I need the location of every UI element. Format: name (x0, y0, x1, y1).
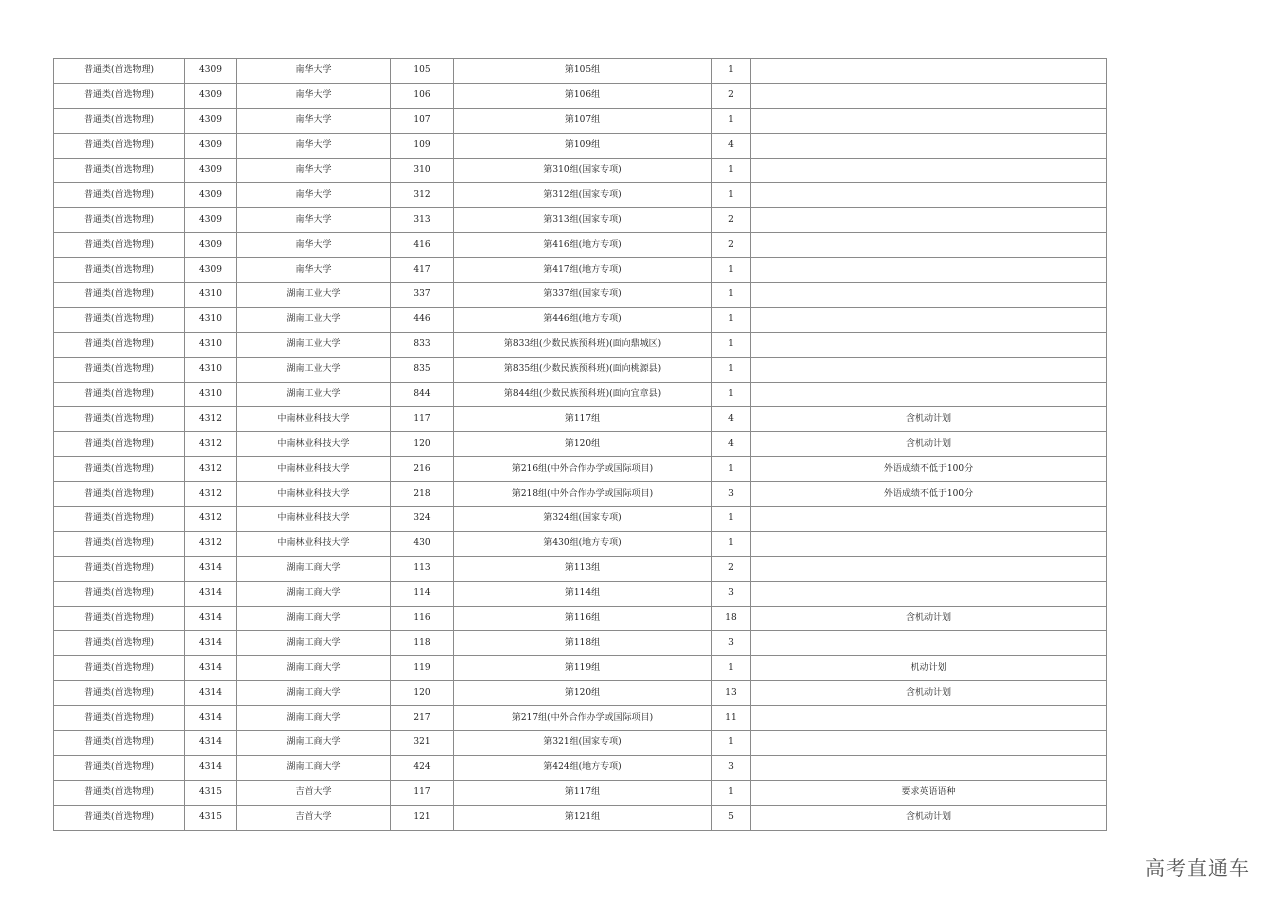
plan-count-cell: 1 (712, 307, 751, 332)
table-row (54, 681, 1107, 706)
table-row (54, 656, 1107, 681)
group-code-cell: 337 (391, 283, 454, 308)
remark-cell (751, 332, 1107, 357)
category-cell: 普通类(首选物理) (54, 706, 185, 731)
group-code-cell: 106 (391, 83, 454, 108)
remark-cell: 含机动计划 (751, 681, 1107, 706)
table-body (54, 59, 1107, 831)
plan-count-cell: 1 (712, 731, 751, 756)
group-name-cell: 第417组(地方专项) (454, 258, 712, 283)
category-cell: 普通类(首选物理) (54, 606, 185, 631)
table-row (54, 755, 1107, 780)
plan-count-cell: 1 (712, 158, 751, 183)
group-name-cell: 第106组 (454, 83, 712, 108)
plan-count-cell: 5 (712, 805, 751, 830)
group-code-cell: 218 (391, 482, 454, 507)
group-name-cell: 第430组(地方专项) (454, 531, 712, 556)
category-cell: 普通类(首选物理) (54, 382, 185, 407)
school-name-cell: 南华大学 (237, 83, 391, 108)
remark-cell (751, 531, 1107, 556)
category-cell: 普通类(首选物理) (54, 507, 185, 532)
plan-count-cell: 3 (712, 755, 751, 780)
group-name-cell: 第446组(地方专项) (454, 307, 712, 332)
group-name-cell: 第109组 (454, 133, 712, 158)
remark-cell (751, 108, 1107, 133)
group-name-cell: 第416组(地方专项) (454, 233, 712, 258)
table-row (54, 208, 1107, 233)
remark-cell (751, 183, 1107, 208)
plan-count-cell: 4 (712, 432, 751, 457)
school-name-cell: 湖南工业大学 (237, 332, 391, 357)
group-name-cell: 第424组(地方专项) (454, 755, 712, 780)
plan-count-cell: 1 (712, 507, 751, 532)
table-row (54, 307, 1107, 332)
school-name-cell: 吉首大学 (237, 805, 391, 830)
school-code-cell: 4314 (185, 556, 237, 581)
school-name-cell: 南华大学 (237, 108, 391, 133)
group-code-cell: 120 (391, 681, 454, 706)
group-code-cell: 844 (391, 382, 454, 407)
category-cell: 普通类(首选物理) (54, 457, 185, 482)
school-code-cell: 4309 (185, 133, 237, 158)
remark-cell (751, 755, 1107, 780)
group-code-cell: 216 (391, 457, 454, 482)
group-code-cell: 121 (391, 805, 454, 830)
plan-count-cell: 3 (712, 482, 751, 507)
category-cell: 普通类(首选物理) (54, 407, 185, 432)
school-name-cell: 南华大学 (237, 158, 391, 183)
plan-count-cell: 1 (712, 531, 751, 556)
plan-count-cell: 13 (712, 681, 751, 706)
group-name-cell: 第833组(少数民族预科班)(面向鼎城区) (454, 332, 712, 357)
group-name-cell: 第105组 (454, 59, 712, 84)
group-name-cell: 第835组(少数民族预科班)(面向桃源县) (454, 357, 712, 382)
remark-cell: 含机动计划 (751, 407, 1107, 432)
table-row (54, 631, 1107, 656)
category-cell: 普通类(首选物理) (54, 531, 185, 556)
school-code-cell: 4309 (185, 258, 237, 283)
group-code-cell: 114 (391, 581, 454, 606)
school-name-cell: 湖南工业大学 (237, 307, 391, 332)
school-name-cell: 湖南工商大学 (237, 755, 391, 780)
school-name-cell: 湖南工商大学 (237, 606, 391, 631)
school-name-cell: 湖南工商大学 (237, 556, 391, 581)
plan-count-cell: 4 (712, 407, 751, 432)
table-row (54, 83, 1107, 108)
remark-cell (751, 307, 1107, 332)
school-code-cell: 4314 (185, 681, 237, 706)
group-name-cell: 第118组 (454, 631, 712, 656)
category-cell: 普通类(首选物理) (54, 780, 185, 805)
remark-cell: 外语成绩不低于100分 (751, 482, 1107, 507)
group-name-cell: 第113组 (454, 556, 712, 581)
school-name-cell: 中南林业科技大学 (237, 457, 391, 482)
table-row (54, 158, 1107, 183)
plan-count-cell: 1 (712, 656, 751, 681)
group-name-cell: 第337组(国家专项) (454, 283, 712, 308)
school-name-cell: 南华大学 (237, 133, 391, 158)
remark-cell (751, 556, 1107, 581)
school-code-cell: 4310 (185, 382, 237, 407)
admission-plan-table (53, 58, 1107, 831)
table-row (54, 780, 1107, 805)
group-code-cell: 446 (391, 307, 454, 332)
school-code-cell: 4314 (185, 581, 237, 606)
school-code-cell: 4310 (185, 332, 237, 357)
school-code-cell: 4312 (185, 507, 237, 532)
plan-count-cell: 1 (712, 457, 751, 482)
table-row (54, 457, 1107, 482)
school-code-cell: 4314 (185, 706, 237, 731)
category-cell: 普通类(首选物理) (54, 432, 185, 457)
group-name-cell: 第120组 (454, 432, 712, 457)
group-name-cell: 第216组(中外合作办学或国际项目) (454, 457, 712, 482)
category-cell: 普通类(首选物理) (54, 332, 185, 357)
remark-cell: 要求英语语种 (751, 780, 1107, 805)
school-code-cell: 4309 (185, 158, 237, 183)
group-name-cell: 第312组(国家专项) (454, 183, 712, 208)
school-name-cell: 中南林业科技大学 (237, 432, 391, 457)
watermark-text: 高考直通车 (1145, 856, 1250, 880)
table-row (54, 407, 1107, 432)
remark-cell (751, 581, 1107, 606)
category-cell: 普通类(首选物理) (54, 731, 185, 756)
school-name-cell: 南华大学 (237, 183, 391, 208)
school-name-cell: 中南林业科技大学 (237, 482, 391, 507)
category-cell: 普通类(首选物理) (54, 83, 185, 108)
category-cell: 普通类(首选物理) (54, 158, 185, 183)
group-code-cell: 217 (391, 706, 454, 731)
table-row (54, 531, 1107, 556)
category-cell: 普通类(首选物理) (54, 681, 185, 706)
group-name-cell: 第116组 (454, 606, 712, 631)
category-cell: 普通类(首选物理) (54, 307, 185, 332)
remark-cell (751, 731, 1107, 756)
school-name-cell: 南华大学 (237, 233, 391, 258)
group-name-cell: 第114组 (454, 581, 712, 606)
category-cell: 普通类(首选物理) (54, 755, 185, 780)
school-name-cell: 南华大学 (237, 59, 391, 84)
remark-cell (751, 706, 1107, 731)
remark-cell (751, 283, 1107, 308)
plan-count-cell: 1 (712, 382, 751, 407)
group-code-cell: 416 (391, 233, 454, 258)
plan-count-cell: 11 (712, 706, 751, 731)
group-code-cell: 835 (391, 357, 454, 382)
remark-cell (751, 382, 1107, 407)
school-code-cell: 4312 (185, 482, 237, 507)
remark-cell (751, 83, 1107, 108)
remark-cell (751, 357, 1107, 382)
category-cell: 普通类(首选物理) (54, 357, 185, 382)
table-row (54, 183, 1107, 208)
group-code-cell: 109 (391, 133, 454, 158)
school-code-cell: 4314 (185, 755, 237, 780)
plan-count-cell: 1 (712, 108, 751, 133)
group-code-cell: 117 (391, 780, 454, 805)
group-name-cell: 第313组(国家专项) (454, 208, 712, 233)
group-name-cell: 第121组 (454, 805, 712, 830)
group-name-cell: 第218组(中外合作办学或国际项目) (454, 482, 712, 507)
plan-count-cell: 1 (712, 59, 751, 84)
school-name-cell: 南华大学 (237, 208, 391, 233)
table-row (54, 805, 1107, 830)
group-name-cell: 第107组 (454, 108, 712, 133)
group-code-cell: 117 (391, 407, 454, 432)
category-cell: 普通类(首选物理) (54, 59, 185, 84)
school-name-cell: 中南林业科技大学 (237, 531, 391, 556)
group-code-cell: 119 (391, 656, 454, 681)
table-row (54, 482, 1107, 507)
remark-cell (751, 507, 1107, 532)
school-name-cell: 吉首大学 (237, 780, 391, 805)
category-cell: 普通类(首选物理) (54, 108, 185, 133)
remark-cell (751, 233, 1107, 258)
school-code-cell: 4315 (185, 780, 237, 805)
plan-count-cell: 1 (712, 780, 751, 805)
category-cell: 普通类(首选物理) (54, 805, 185, 830)
school-code-cell: 4314 (185, 631, 237, 656)
plan-count-cell: 2 (712, 556, 751, 581)
group-name-cell: 第310组(国家专项) (454, 158, 712, 183)
remark-cell (751, 631, 1107, 656)
category-cell: 普通类(首选物理) (54, 258, 185, 283)
group-code-cell: 120 (391, 432, 454, 457)
school-code-cell: 4309 (185, 59, 237, 84)
plan-count-cell: 2 (712, 83, 751, 108)
school-name-cell: 中南林业科技大学 (237, 507, 391, 532)
table-row (54, 283, 1107, 308)
group-code-cell: 313 (391, 208, 454, 233)
category-cell: 普通类(首选物理) (54, 283, 185, 308)
school-code-cell: 4309 (185, 183, 237, 208)
table-row (54, 706, 1107, 731)
category-cell: 普通类(首选物理) (54, 656, 185, 681)
table-row (54, 556, 1107, 581)
table-row (54, 581, 1107, 606)
school-name-cell: 湖南工业大学 (237, 382, 391, 407)
remark-cell: 含机动计划 (751, 432, 1107, 457)
plan-count-cell: 1 (712, 183, 751, 208)
table-row (54, 108, 1107, 133)
table-row (54, 258, 1107, 283)
category-cell: 普通类(首选物理) (54, 233, 185, 258)
table-row (54, 606, 1107, 631)
remark-cell: 机动计划 (751, 656, 1107, 681)
group-code-cell: 118 (391, 631, 454, 656)
school-code-cell: 4309 (185, 108, 237, 133)
category-cell: 普通类(首选物理) (54, 133, 185, 158)
school-code-cell: 4314 (185, 606, 237, 631)
school-name-cell: 湖南工商大学 (237, 706, 391, 731)
plan-count-cell: 4 (712, 133, 751, 158)
remark-cell (751, 258, 1107, 283)
group-name-cell: 第119组 (454, 656, 712, 681)
plan-count-cell: 2 (712, 233, 751, 258)
school-name-cell: 南华大学 (237, 258, 391, 283)
school-code-cell: 4309 (185, 233, 237, 258)
school-code-cell: 4309 (185, 83, 237, 108)
group-code-cell: 107 (391, 108, 454, 133)
table-row (54, 233, 1107, 258)
table-row (54, 332, 1107, 357)
group-name-cell: 第217组(中外合作办学或国际项目) (454, 706, 712, 731)
category-cell: 普通类(首选物理) (54, 208, 185, 233)
remark-cell (751, 133, 1107, 158)
school-code-cell: 4310 (185, 307, 237, 332)
plan-count-cell: 3 (712, 631, 751, 656)
school-code-cell: 4312 (185, 531, 237, 556)
table-row (54, 59, 1107, 84)
table-row (54, 432, 1107, 457)
school-name-cell: 湖南工商大学 (237, 656, 391, 681)
group-code-cell: 833 (391, 332, 454, 357)
school-name-cell: 湖南工业大学 (237, 283, 391, 308)
group-code-cell: 424 (391, 755, 454, 780)
group-code-cell: 324 (391, 507, 454, 532)
school-code-cell: 4309 (185, 208, 237, 233)
group-name-cell: 第117组 (454, 780, 712, 805)
category-cell: 普通类(首选物理) (54, 581, 185, 606)
school-code-cell: 4312 (185, 432, 237, 457)
group-name-cell: 第321组(国家专项) (454, 731, 712, 756)
group-code-cell: 113 (391, 556, 454, 581)
category-cell: 普通类(首选物理) (54, 183, 185, 208)
category-cell: 普通类(首选物理) (54, 631, 185, 656)
group-name-cell: 第120组 (454, 681, 712, 706)
group-code-cell: 312 (391, 183, 454, 208)
group-code-cell: 321 (391, 731, 454, 756)
remark-cell (751, 158, 1107, 183)
school-name-cell: 湖南工商大学 (237, 681, 391, 706)
remark-cell: 外语成绩不低于100分 (751, 457, 1107, 482)
plan-count-cell: 1 (712, 357, 751, 382)
school-code-cell: 4310 (185, 283, 237, 308)
remark-cell: 含机动计划 (751, 805, 1107, 830)
remark-cell (751, 208, 1107, 233)
remark-cell (751, 59, 1107, 84)
remark-cell: 含机动计划 (751, 606, 1107, 631)
group-code-cell: 105 (391, 59, 454, 84)
school-code-cell: 4312 (185, 407, 237, 432)
table-row (54, 731, 1107, 756)
school-name-cell: 中南林业科技大学 (237, 407, 391, 432)
plan-count-cell: 1 (712, 332, 751, 357)
school-name-cell: 湖南工商大学 (237, 581, 391, 606)
plan-count-cell: 18 (712, 606, 751, 631)
table-row (54, 133, 1107, 158)
plan-count-cell: 3 (712, 581, 751, 606)
group-name-cell: 第324组(国家专项) (454, 507, 712, 532)
school-name-cell: 湖南工商大学 (237, 631, 391, 656)
table-row (54, 382, 1107, 407)
table-row (54, 507, 1107, 532)
school-name-cell: 湖南工商大学 (237, 731, 391, 756)
group-name-cell: 第844组(少数民族预科班)(面向宜章县) (454, 382, 712, 407)
group-code-cell: 417 (391, 258, 454, 283)
school-code-cell: 4315 (185, 805, 237, 830)
group-code-cell: 310 (391, 158, 454, 183)
plan-count-cell: 2 (712, 208, 751, 233)
group-name-cell: 第117组 (454, 407, 712, 432)
school-code-cell: 4314 (185, 656, 237, 681)
school-code-cell: 4312 (185, 457, 237, 482)
table-row (54, 357, 1107, 382)
school-code-cell: 4314 (185, 731, 237, 756)
category-cell: 普通类(首选物理) (54, 482, 185, 507)
category-cell: 普通类(首选物理) (54, 556, 185, 581)
plan-count-cell: 1 (712, 258, 751, 283)
school-name-cell: 湖南工业大学 (237, 357, 391, 382)
group-code-cell: 116 (391, 606, 454, 631)
plan-count-cell: 1 (712, 283, 751, 308)
school-code-cell: 4310 (185, 357, 237, 382)
group-code-cell: 430 (391, 531, 454, 556)
